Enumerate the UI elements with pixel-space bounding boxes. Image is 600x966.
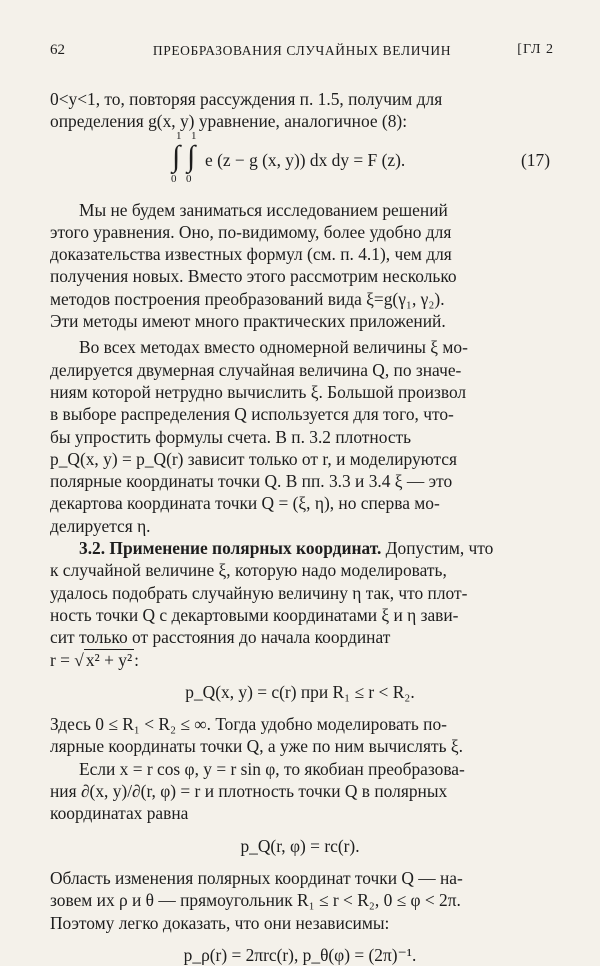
text-line: делируется η. <box>50 515 151 536</box>
lower-limit: 0 <box>186 172 192 185</box>
text-fragment: : <box>134 649 140 670</box>
text-line: лярные координаты точки Q, а уже по ним вычислять ξ. <box>50 736 463 757</box>
text-line <box>50 649 550 671</box>
independence-equation: p_ρ(r) = 2πrc(r), p_θ(φ) = (2π)⁻¹. <box>183 944 417 965</box>
text-line: получения новых. Вместо этого рассмотрим несколько <box>50 266 457 287</box>
text-line: Область изменения полярных координат точки Q — на- <box>50 867 463 888</box>
page-body <box>50 88 550 966</box>
text-line: координатах равна <box>50 803 189 824</box>
double-integral <box>171 129 202 185</box>
upper-limit: 1 <box>191 129 197 142</box>
lower-limit: 0 <box>171 172 177 185</box>
text-line: бы упростить формулы счета. В п. 3.2 плотность <box>50 426 412 447</box>
text-line: Поэтому легко доказать, что они независимы: <box>50 912 390 933</box>
text-line: делируется двумерная случайная величина Q, по значе- <box>50 359 462 380</box>
chapter-label: [ГЛ 2 <box>517 42 554 57</box>
page-number: 62 <box>50 42 65 58</box>
text-fragment: Допустим, что <box>381 538 494 559</box>
text-line: определения g(x, y) уравнение, аналогичное (8): <box>50 111 408 132</box>
text-line: ность точки Q с декартовыми координатами ξ и η зави- <box>50 604 459 625</box>
text-line: 0<y<1, то, повторяя рассуждения п. 1.5, получим для <box>50 89 443 109</box>
section-line <box>50 537 550 559</box>
text-fragment: r = <box>50 649 75 670</box>
text-line: к случайной величине ξ, которую надо моделировать, <box>50 560 447 581</box>
density-equation: p_Q(x, y) = c(r) при R₁ ≤ r < R₂. <box>185 681 415 702</box>
text-line: в выборе распределения Q используется для того, что- <box>50 404 454 425</box>
text-line: этого уравнения. Оно, по-видимому, более удобно для <box>50 221 452 242</box>
running-title: ПРЕОБРАЗОВАНИЯ СЛУЧАЙНЫХ ВЕЛИЧИН <box>152 43 452 58</box>
page-header <box>50 42 554 64</box>
text-line: доказательства известных формул (см. п. 4.1), чем для <box>50 244 452 265</box>
text-line: Мы не будем заниматься исследованием решений <box>79 199 448 220</box>
text-line: ниям которой нетрудно вычислить ξ. Большой произвол <box>50 381 467 402</box>
text-line: сит только от расстояния до начала координат <box>50 627 391 648</box>
section-heading: 3.2. Применение полярных координат. <box>79 538 382 559</box>
equation-body: e (z − g (x, y)) dx dy = F (z). <box>205 149 406 170</box>
text-line: Если x = r cos φ, y = r sin φ, то якобиан преобразова- <box>79 758 465 779</box>
equation-17 <box>50 129 550 191</box>
square-root: √ x² + y² <box>74 649 133 670</box>
text-line: p_Q(x, y) = p_Q(r) зависит только от r, и моделируются <box>50 448 457 469</box>
upper-limit: 1 <box>176 129 182 142</box>
text-line: Во всех методах вместо одномерной величины ξ мо- <box>79 337 468 358</box>
integral-sign: 1 ∫ 0 <box>171 129 182 185</box>
radicand: x² + y² <box>85 649 133 670</box>
equation-number: (17) <box>521 149 550 170</box>
text-line: Здесь 0 ≤ R₁ < R₂ ≤ ∞. Тогда удобно моделировать по- <box>50 714 447 735</box>
text-line: методов построения преобразований вида ξ=g(γ₁, γ₂). <box>50 288 445 309</box>
text-line: декартова координата точки Q = (ξ, η), но сперва мо- <box>50 493 440 514</box>
text-line: полярные координаты точки Q. В пп. 3.3 и 3.4 ξ — это <box>50 471 453 492</box>
text-line: зовем их ρ и θ — прямоугольник R₁ ≤ r < R₂, 0 ≤ φ < 2π. <box>50 890 461 911</box>
text-line: Эти методы имеют много практических приложений. <box>50 311 446 332</box>
text-line: удалось подобрать случайную величину η так, что плот- <box>50 582 468 603</box>
integral-sign: 1 ∫ 0 <box>186 129 197 185</box>
text-line: ния ∂(x, y)/∂(r, φ) = r и плотность точки Q в полярных <box>50 781 448 802</box>
polar-density-equation: p_Q(r, φ) = rc(r). <box>240 835 360 856</box>
